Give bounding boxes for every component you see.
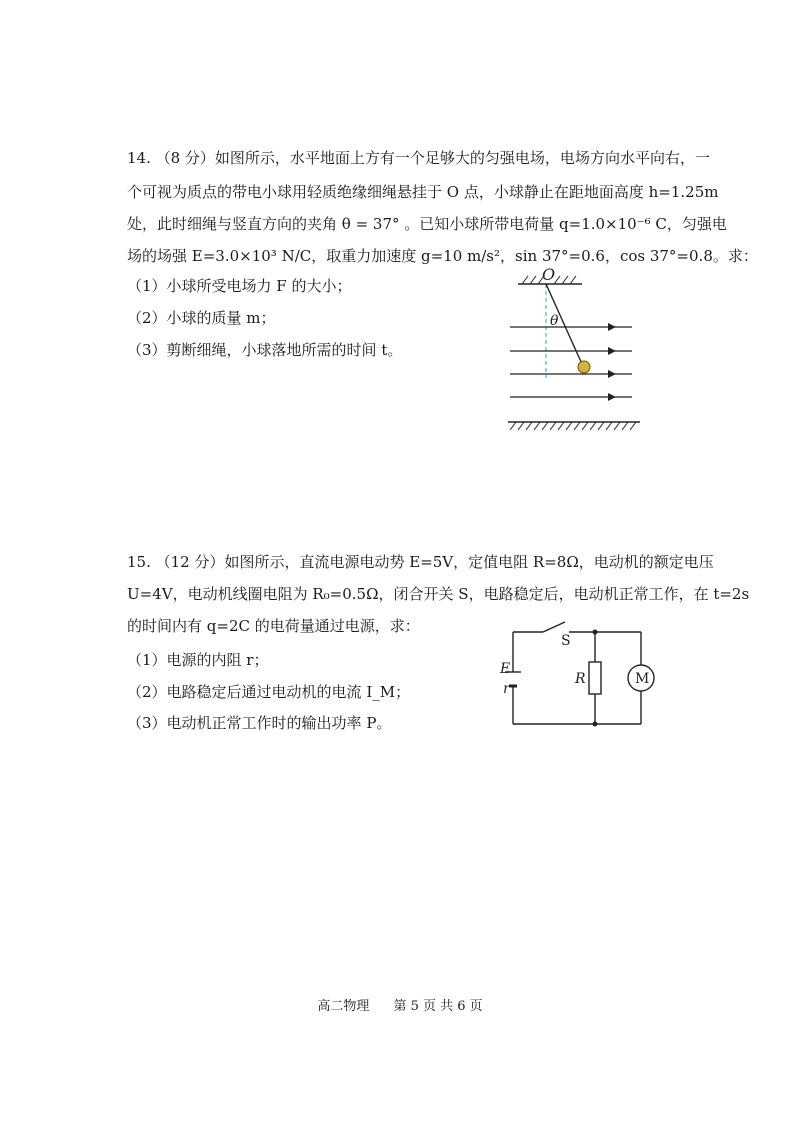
footer-page-number: 第 5 页 共 6 页 bbox=[393, 999, 483, 1014]
switch-label: S bbox=[561, 633, 571, 649]
q15-line-3: 的时间内有 q=2C 的电荷量通过电源，求： bbox=[127, 617, 420, 635]
emf-label: E bbox=[500, 661, 511, 677]
ground-hatch bbox=[510, 422, 636, 430]
q14-subquestion-3: （3）剪断细绳，小球落地所需的时间 t。 bbox=[127, 341, 403, 359]
circuit-diagram bbox=[495, 620, 655, 732]
q15-subquestion-1: （1）电源的内阻 r； bbox=[127, 651, 269, 669]
electric-field-pendulum-diagram bbox=[500, 262, 650, 434]
junction-bottom bbox=[593, 722, 598, 727]
resistor-label: R bbox=[575, 671, 586, 687]
junction-top bbox=[593, 630, 598, 635]
charged-ball bbox=[578, 361, 590, 373]
field-arrowheads bbox=[608, 323, 616, 401]
theta-label: θ bbox=[550, 313, 559, 329]
page-footer bbox=[0, 995, 800, 1014]
q15-line-1: 15. （12 分）如图所示，直流电源电动势 E=5V，定值电阻 R=8Ω，电动机的额定电压 bbox=[127, 553, 714, 571]
q15-subquestion-3: （3）电动机正常工作时的输出功率 P。 bbox=[127, 714, 392, 732]
footer-subject: 高二物理 bbox=[317, 999, 370, 1014]
motor-label: M bbox=[635, 671, 650, 687]
q14-line-1: 14. （8 分）如图所示，水平地面上方有一个足够大的匀强电场，电场方向水平向右，一 bbox=[127, 149, 710, 167]
q14-line-3: 处，此时细绳与竖直方向的夹角 θ = 37° 。已知小球所带电荷量 q=1.0×10⁻⁶ C，匀强电 bbox=[127, 215, 727, 233]
resistor bbox=[589, 662, 601, 694]
q15-subquestion-2: （2）电路稳定后通过电动机的电流 I_M； bbox=[127, 683, 411, 701]
internal-resistance-label: r bbox=[503, 681, 510, 697]
q14-subquestion-2: （2）小球的质量 m； bbox=[127, 309, 276, 327]
q14-subquestion-1: （1）小球所受电场力 F 的大小； bbox=[127, 277, 352, 295]
q14-line-2: 个可视为质点的带电小球用轻质绝缘细绳悬挂于 O 点，小球静止在距地面高度 h=1.25m bbox=[127, 183, 719, 201]
q14-line-4: 场的场强 E=3.0×10³ N/C，取重力加速度 g=10 m/s²，sin 37°=0.6，cos 37°=0.8。求： bbox=[127, 247, 758, 265]
q15-line-2: U=4V，电动机线圈电阻为 R₀=0.5Ω，闭合开关 S，电路稳定后，电动机正常工作，在 t=2s bbox=[127, 585, 750, 603]
field-lines bbox=[510, 327, 632, 397]
point-o-label: O bbox=[542, 265, 556, 284]
